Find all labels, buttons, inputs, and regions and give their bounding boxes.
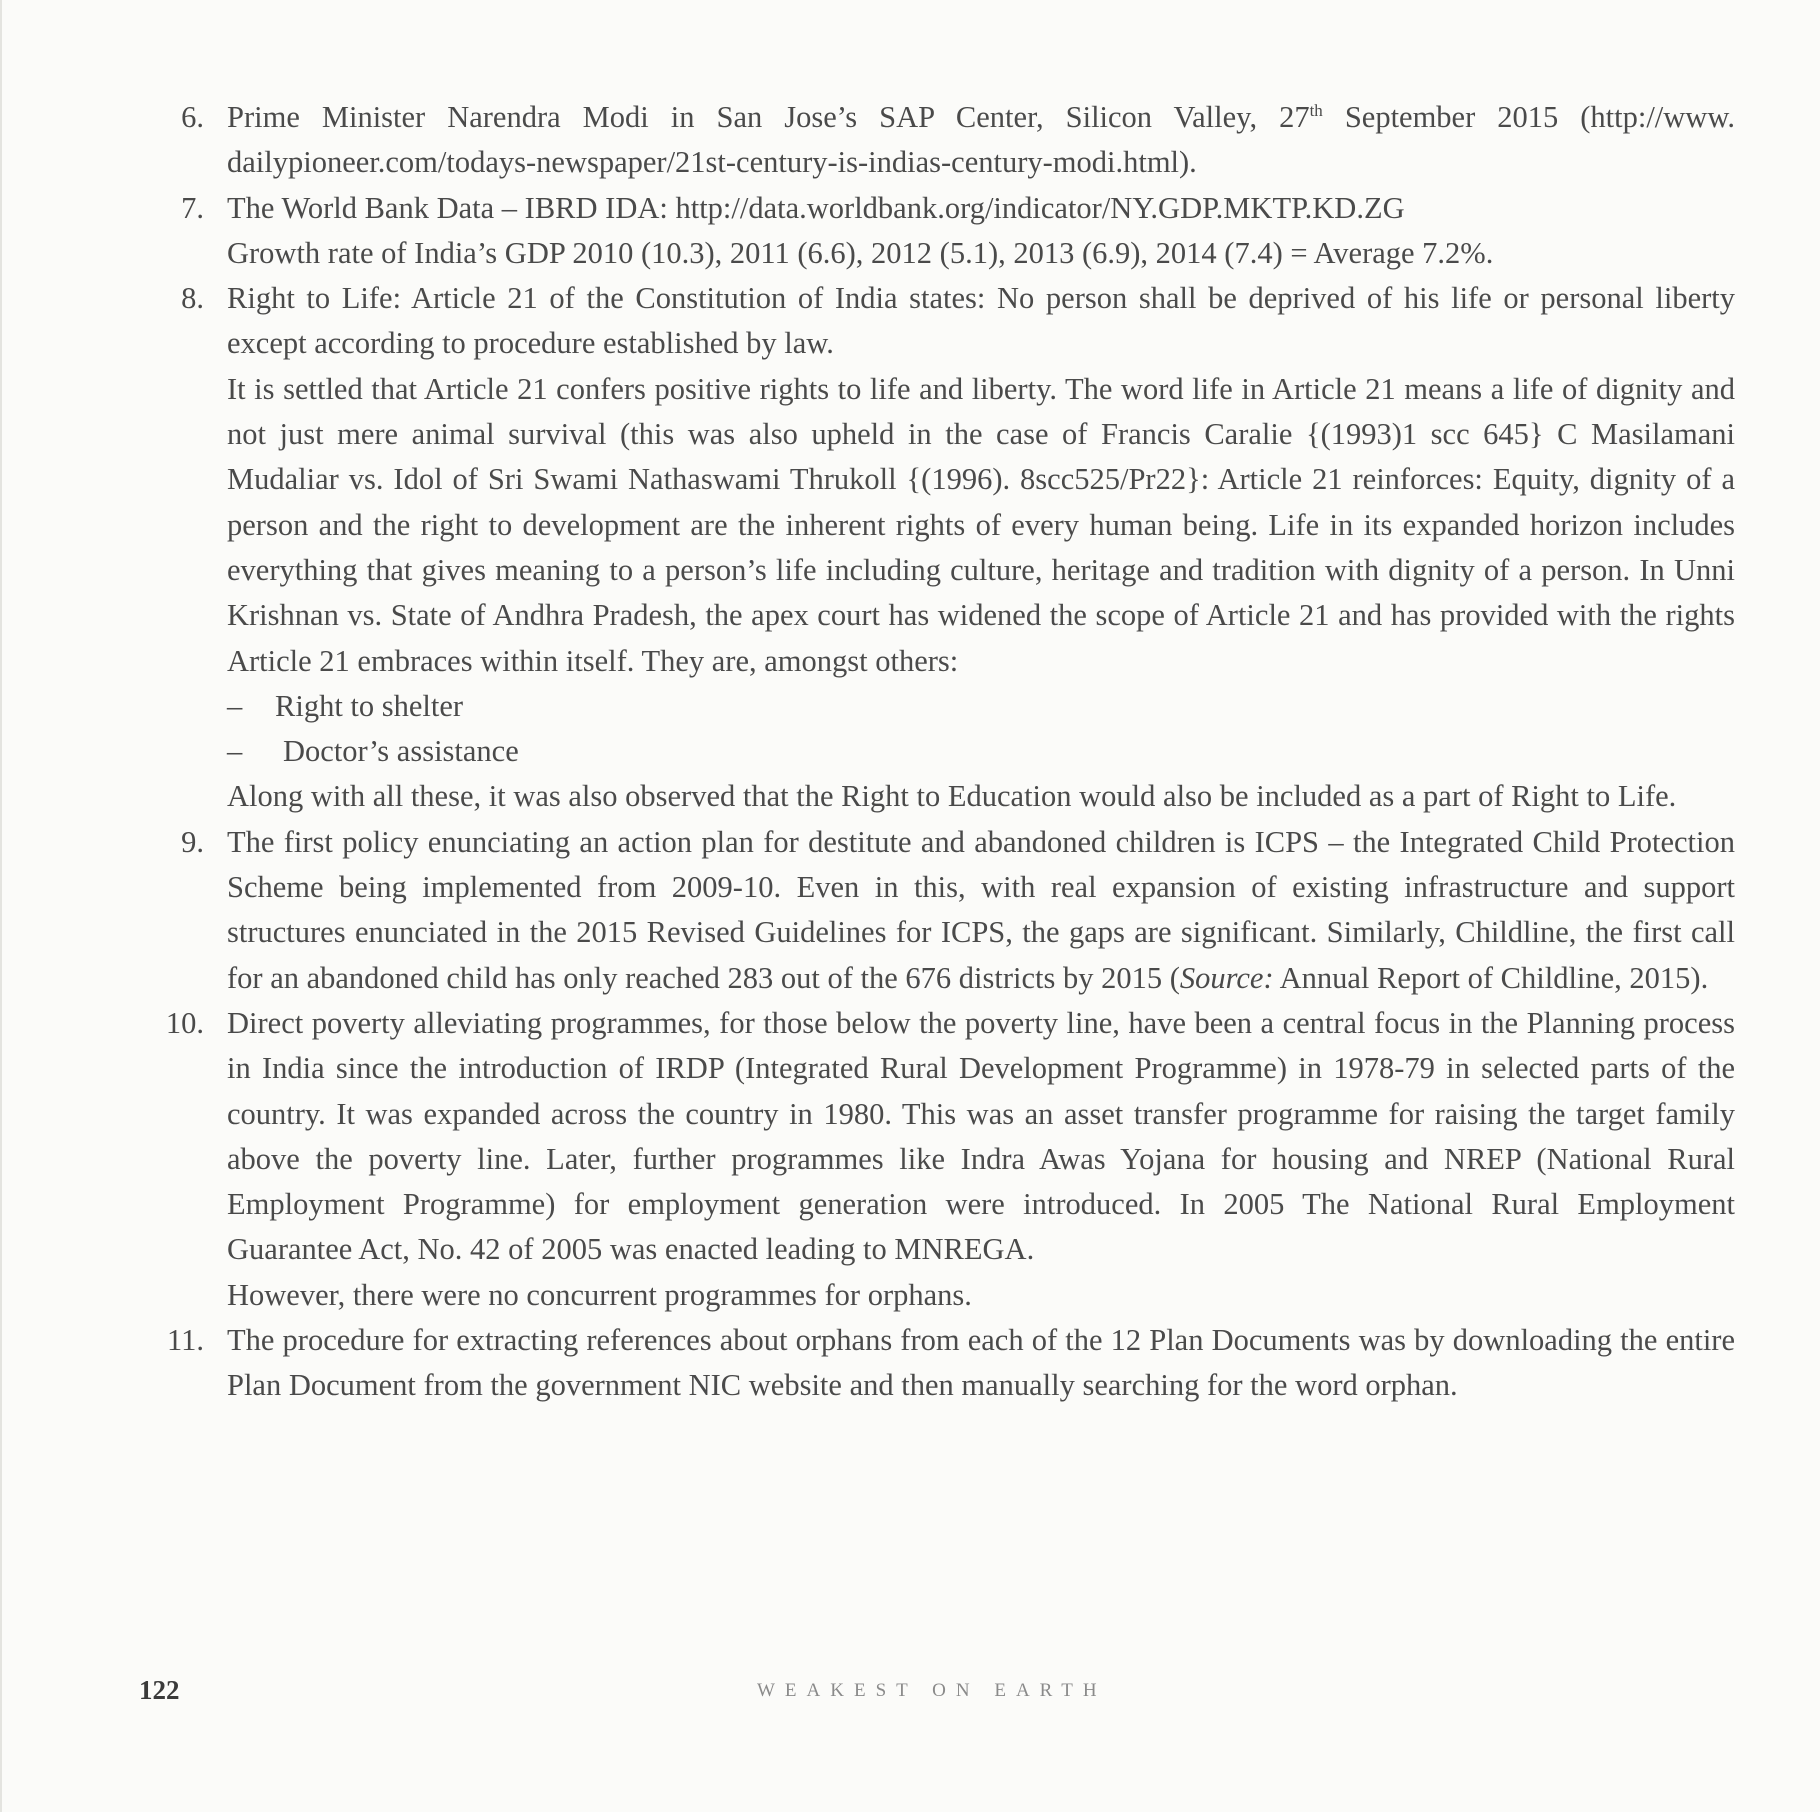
source-label: Source: bbox=[1179, 960, 1274, 995]
note-text-part: Annual Report of Childline, 2015). bbox=[1273, 960, 1709, 995]
running-title: WEAKEST ON EARTH bbox=[757, 1680, 1107, 1701]
note-text-part: September 2015 (http://www. dailypioneer.com/todays-newspaper/21st-century-is-indias-century-modi.html). bbox=[227, 100, 1735, 180]
note-number: 7. bbox=[181, 190, 204, 225]
note-text-part: Prime Minister Narendra Modi in San Jose’s SAP Center, Silicon Valley, 27 bbox=[227, 100, 1310, 134]
dash-item-text: Right to shelter bbox=[275, 688, 464, 723]
endnote-10 bbox=[152, 1001, 1735, 1318]
endnote-9 bbox=[152, 820, 1735, 1001]
endnote-11 bbox=[152, 1318, 1735, 1409]
note-number: 9. bbox=[181, 824, 204, 859]
note-number: 10. bbox=[165, 1005, 204, 1040]
endnote-8 bbox=[152, 276, 1735, 820]
note-line: Growth rate of India’s GDP 2010 (10.3), 2011 (6.6), 2012 (5.1), 2013 (6.9), 2014 (7.4) = Average 7.2%. bbox=[227, 235, 1494, 270]
page-number: 122 bbox=[139, 1675, 180, 1705]
note-text-part: The first policy enunciating an action plan for destitute and abandoned children is ICPS – the Integrated Child Protection Scheme being implemented from 2009-10. Even in this, with real expansion of existing infrastructure and support structures enunciated in the 2015 Revised Guidelines for ICPS, the gaps are significant. Similarly, Childline, the first call for an abandoned child has only reached 283 out of the 676 districts by 2015 ( bbox=[227, 824, 1735, 995]
note-paragraph: It is settled that Article 21 confers positive rights to life and liberty. The word life in Article 21 means a life of dignity and not just mere animal survival (this was also upheld in the case of Francis Caralie {(1993)1 scc 645} C Masilamani Mudaliar vs. Idol of Sri Swami Nathaswami Thrukoll {(1996). 8scc525/Pr22}: Article 21 reinforces: Equity, dignity of a person and the right to development are the inherent rights of every human being. Life in its expanded horizon includes everything that gives meaning to a person’s life including culture, heritage and tradition with dignity of a person. In Unni Krishnan vs. State of Andhra Pradesh, the apex court has widened the scope of Article 21 and has provided with the rights Article 21 embraces within itself. They are, amongst others: bbox=[227, 371, 1735, 678]
dash-list-item bbox=[227, 729, 1735, 774]
note-number: 11. bbox=[167, 1323, 204, 1358]
note-text bbox=[227, 95, 1735, 186]
note-paragraph: The procedure for extracting references about orphans from each of the 12 Plan Documents was by downloading the entire Plan Document from the government NIC website and then manually searching for the word orphan. bbox=[227, 1323, 1735, 1403]
note-number: 6. bbox=[181, 100, 204, 134]
note-paragraph: Along with all these, it was also observed that the Right to Education would also be included as a part of Right to Life. bbox=[227, 779, 1677, 814]
dash-list-item bbox=[227, 684, 1735, 729]
endnotes-list bbox=[152, 95, 1735, 1409]
dash-mark: – bbox=[227, 688, 243, 723]
dash-item-text: Doctor’s assistance bbox=[283, 734, 519, 769]
note-line: The World Bank Data – IBRD IDA: http://data.worldbank.org/indicator/NY.GDP.MKTP.KD.ZG bbox=[227, 190, 1405, 225]
dash-mark: – bbox=[227, 734, 243, 769]
endnote-6 bbox=[152, 95, 1735, 186]
note-paragraph: However, there were no concurrent programmes for orphans. bbox=[227, 1277, 972, 1312]
note-paragraph: Right to Life: Article 21 of the Constitution of India states: No person shall be deprived of his life or personal liberty except according to procedure established by law. bbox=[227, 281, 1735, 361]
superscript: th bbox=[1309, 100, 1323, 120]
endnote-7 bbox=[152, 186, 1735, 277]
note-text bbox=[227, 820, 1735, 1001]
note-paragraph: Direct poverty alleviating programmes, for those below the poverty line, have been a central focus in the Planning process in India since the introduction of IRDP (Integrated Rural Development Programme) in 1978-79 in selected parts of the country. It was expanded across the country in 1980. This was an asset transfer programme for raising the target family above the poverty line. Later, further programmes like Indra Awas Yojana for housing and NREP (National Rural Employment Programme) for employment generation were introduced. In 2005 The National Rural Employment Guarantee Act, No. 42 of 2005 was enacted leading to MNREGA. bbox=[227, 1005, 1735, 1267]
note-number: 8. bbox=[181, 281, 204, 316]
